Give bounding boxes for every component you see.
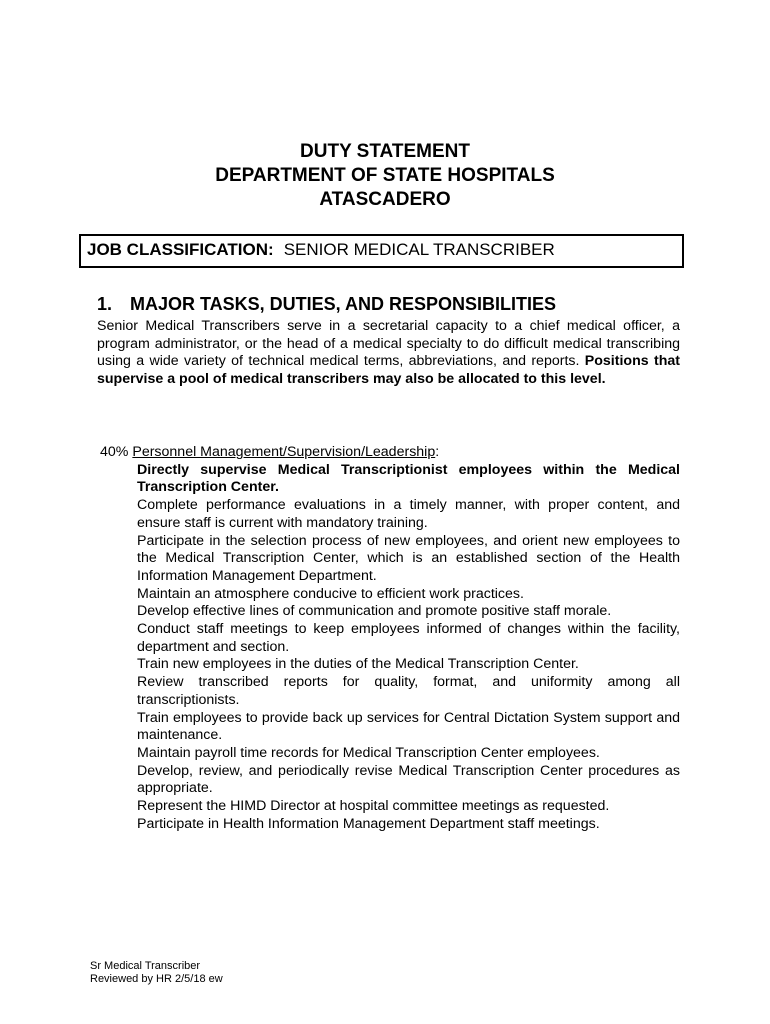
intro-bold-text: Positions that supervise a pool of medical transcribers may also be allocated to this level. <box>97 353 680 388</box>
duty-item: Train employees to provide back up services for Central Dictation System support and maintenance. <box>137 709 680 744</box>
footer-review: Reviewed by HR 2/5/18 ew <box>90 973 223 985</box>
duty-item: Develop effective lines of communication and promote positive staff morale. <box>137 603 612 620</box>
duty-item: Maintain an atmosphere conducive to efficient work practices. <box>137 585 524 602</box>
duty-item: Directly supervise Medical Transcriptionist employees within the Medical Transcription Center. <box>137 461 680 496</box>
section-heading <box>97 292 556 316</box>
section-intro <box>97 318 680 389</box>
section-number: 1. <box>97 294 113 314</box>
duty-item: Participate in Health Information Management Department staff meetings. <box>137 815 600 832</box>
duty-item: Maintain payroll time records for Medical Transcription Center employees. <box>137 744 600 761</box>
document-header <box>0 140 770 212</box>
job-classification-label: JOB CLASSIFICATION: <box>87 240 274 259</box>
duty-item: Review transcribed reports for quality, format, and uniformity among all transcriptionists. <box>137 674 680 708</box>
duty-item: Train new employees in the duties of the Medical Transcription Center. <box>137 656 579 673</box>
header-department: DEPARTMENT OF STATE HOSPITALS <box>215 165 555 186</box>
job-classification-box <box>79 234 684 268</box>
duty-header <box>100 444 680 462</box>
header-title: DUTY STATEMENT <box>300 141 470 162</box>
duty-block <box>100 444 680 833</box>
job-classification-value: SENIOR MEDICAL TRANSCRIBER <box>283 240 555 259</box>
duty-item: Complete performance evaluations in a timely manner, with proper content, and ensure staff is current with mandatory training. <box>137 497 680 531</box>
duty-item: Conduct staff meetings to keep employees informed of changes within the facility, department and section. <box>137 621 680 655</box>
duty-item: Participate in the selection process of new employees, and orient new employees to the Medical Transcription Center, which is an established section of the Health Information Management Department. <box>137 532 680 584</box>
duty-item: Represent the HIMD Director at hospital committee meetings as requested. <box>137 798 610 815</box>
duty-percent: 40% <box>100 444 129 460</box>
footer-title: Sr Medical Transcriber <box>90 960 201 972</box>
duty-heading: Personnel Management/Supervision/Leadership <box>132 444 436 460</box>
header-location: ATASCADERO <box>319 189 451 210</box>
intro-text: Senior Medical Transcribers serve in a secretarial capacity to a chief medical officer, a program administrator, or the head of a medical specialty to do difficult medical transcribing using a wide variety of technical medical terms, abbreviations, and reports. <box>97 318 680 370</box>
duty-list <box>137 462 680 834</box>
duty-item: Develop, review, and periodically revise Medical Transcription Center procedures as appropriate. <box>137 762 680 797</box>
section-title: MAJOR TASKS, DUTIES, AND RESPONSIBILITIES <box>130 294 557 314</box>
duty-heading-colon: : <box>435 444 440 460</box>
page-footer <box>90 960 223 986</box>
